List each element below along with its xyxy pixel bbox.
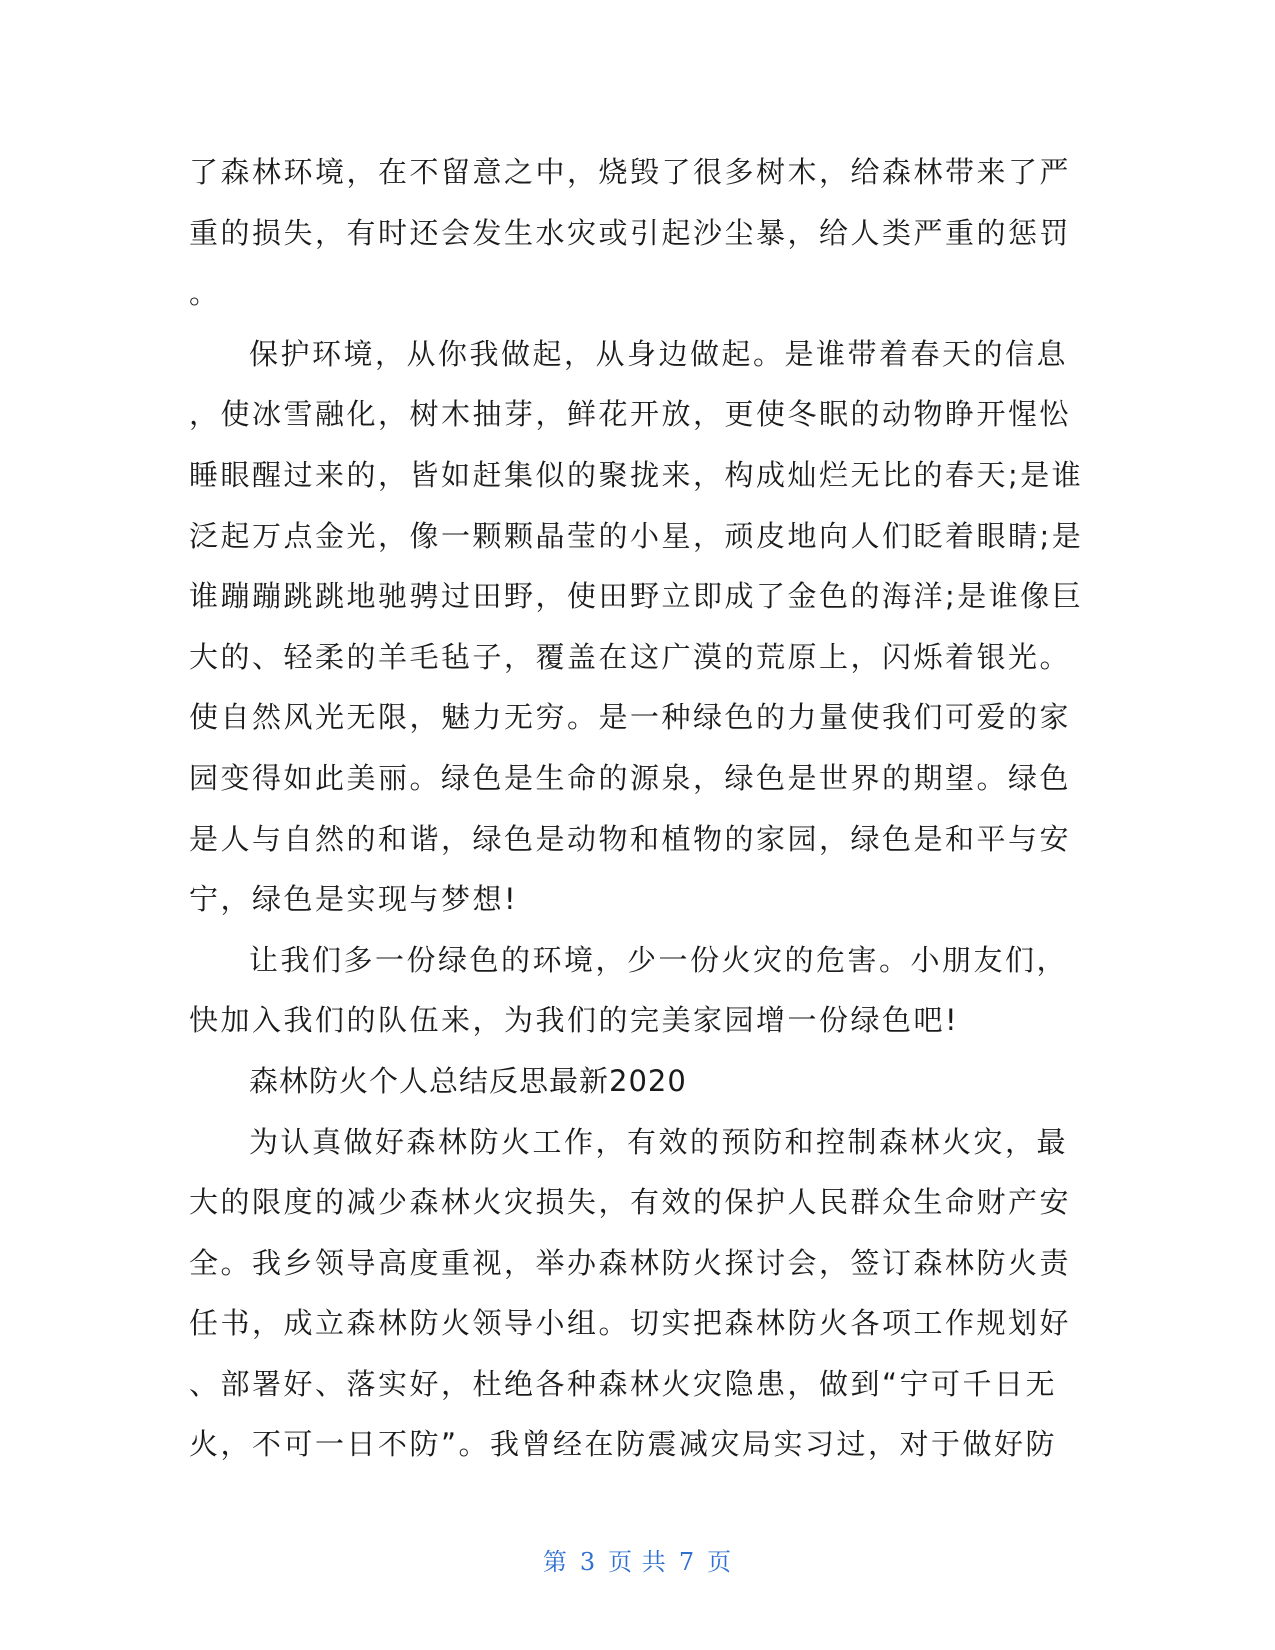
text-line: 保护环境，从你我做起，从身边做起。是谁带着春天的信息	[249, 336, 1069, 371]
footer-total-pages: 7	[678, 1548, 696, 1576]
footer-page-number: 3	[579, 1548, 597, 1576]
text-line: 让我们多一份绿色的环境，少一份火灾的危害。小朋友们，	[249, 942, 1069, 977]
text-line: 园变得如此美丽。绿色是生命的源泉，绿色是世界的期望。绿色	[189, 760, 1072, 795]
text-line: 宁，绿色是实现与梦想!	[189, 882, 519, 917]
footer-prefix: 第	[542, 1548, 568, 1576]
text-line: 使自然风光无限，魅力无穷。是一种绿色的力量使我们可爱的家	[189, 700, 1072, 735]
text-line: 谁蹦蹦跳跳地驰骋过田野，使田野立即成了金色的海洋;是谁像巨	[189, 579, 1084, 614]
text-line: 、部署好、落实好，杜绝各种森林火灾隐患，做到“宁可千日无	[189, 1366, 1058, 1401]
text-line: 快加入我们的队伍来，为我们的完美家园增一份绿色吧!	[189, 1003, 960, 1038]
text-line: 为认真做好森林防火工作，有效的预防和控制森林火灾，最	[249, 1124, 1069, 1159]
text-line: 。	[189, 276, 221, 311]
text-line: 大的、轻柔的羊毛毡子，覆盖在这广漠的荒原上，闪烁着银光。	[189, 639, 1072, 674]
text-line: ，使冰雪融化，树木抽芽，鲜花开放，更使冬眠的动物睁开惺忪	[189, 397, 1072, 432]
text-line: 大的限度的减少森林火灾损失，有效的保护人民群众生命财产安	[189, 1185, 1072, 1220]
section-heading: 森林防火个人总结反思最新2020	[249, 1063, 687, 1098]
text-line: 火，不可一日不防”。我曾经在防震减灾局实习过，对于做好防	[189, 1427, 1058, 1462]
footer-suffix: 页	[707, 1548, 733, 1576]
footer-mid: 页 共	[608, 1548, 667, 1576]
text-line: 睡眼醒过来的，皆如赶集似的聚拢来，构成灿烂无比的春天;是谁	[189, 457, 1084, 492]
document-body	[189, 142, 1084, 1475]
page-footer	[0, 1542, 1275, 1577]
text-line: 了森林环境，在不留意之中，烧毁了很多树木，给森林带来了严	[189, 155, 1072, 189]
text-line: 全。我乡领导高度重视，举办森林防火探讨会，签订森林防火责	[189, 1245, 1072, 1280]
text-line: 泛起万点金光，像一颗颗晶莹的小星，顽皮地向人们眨着眼睛;是	[189, 518, 1084, 553]
text-line: 是人与自然的和谐，绿色是动物和植物的家园，绿色是和平与安	[189, 821, 1072, 856]
text-line: 重的损失，有时还会发生水灾或引起沙尘暴，给人类严重的惩罚	[189, 215, 1072, 250]
text-line: 任书，成立森林防火领导小组。切实把森林防火各项工作规划好	[189, 1306, 1072, 1341]
